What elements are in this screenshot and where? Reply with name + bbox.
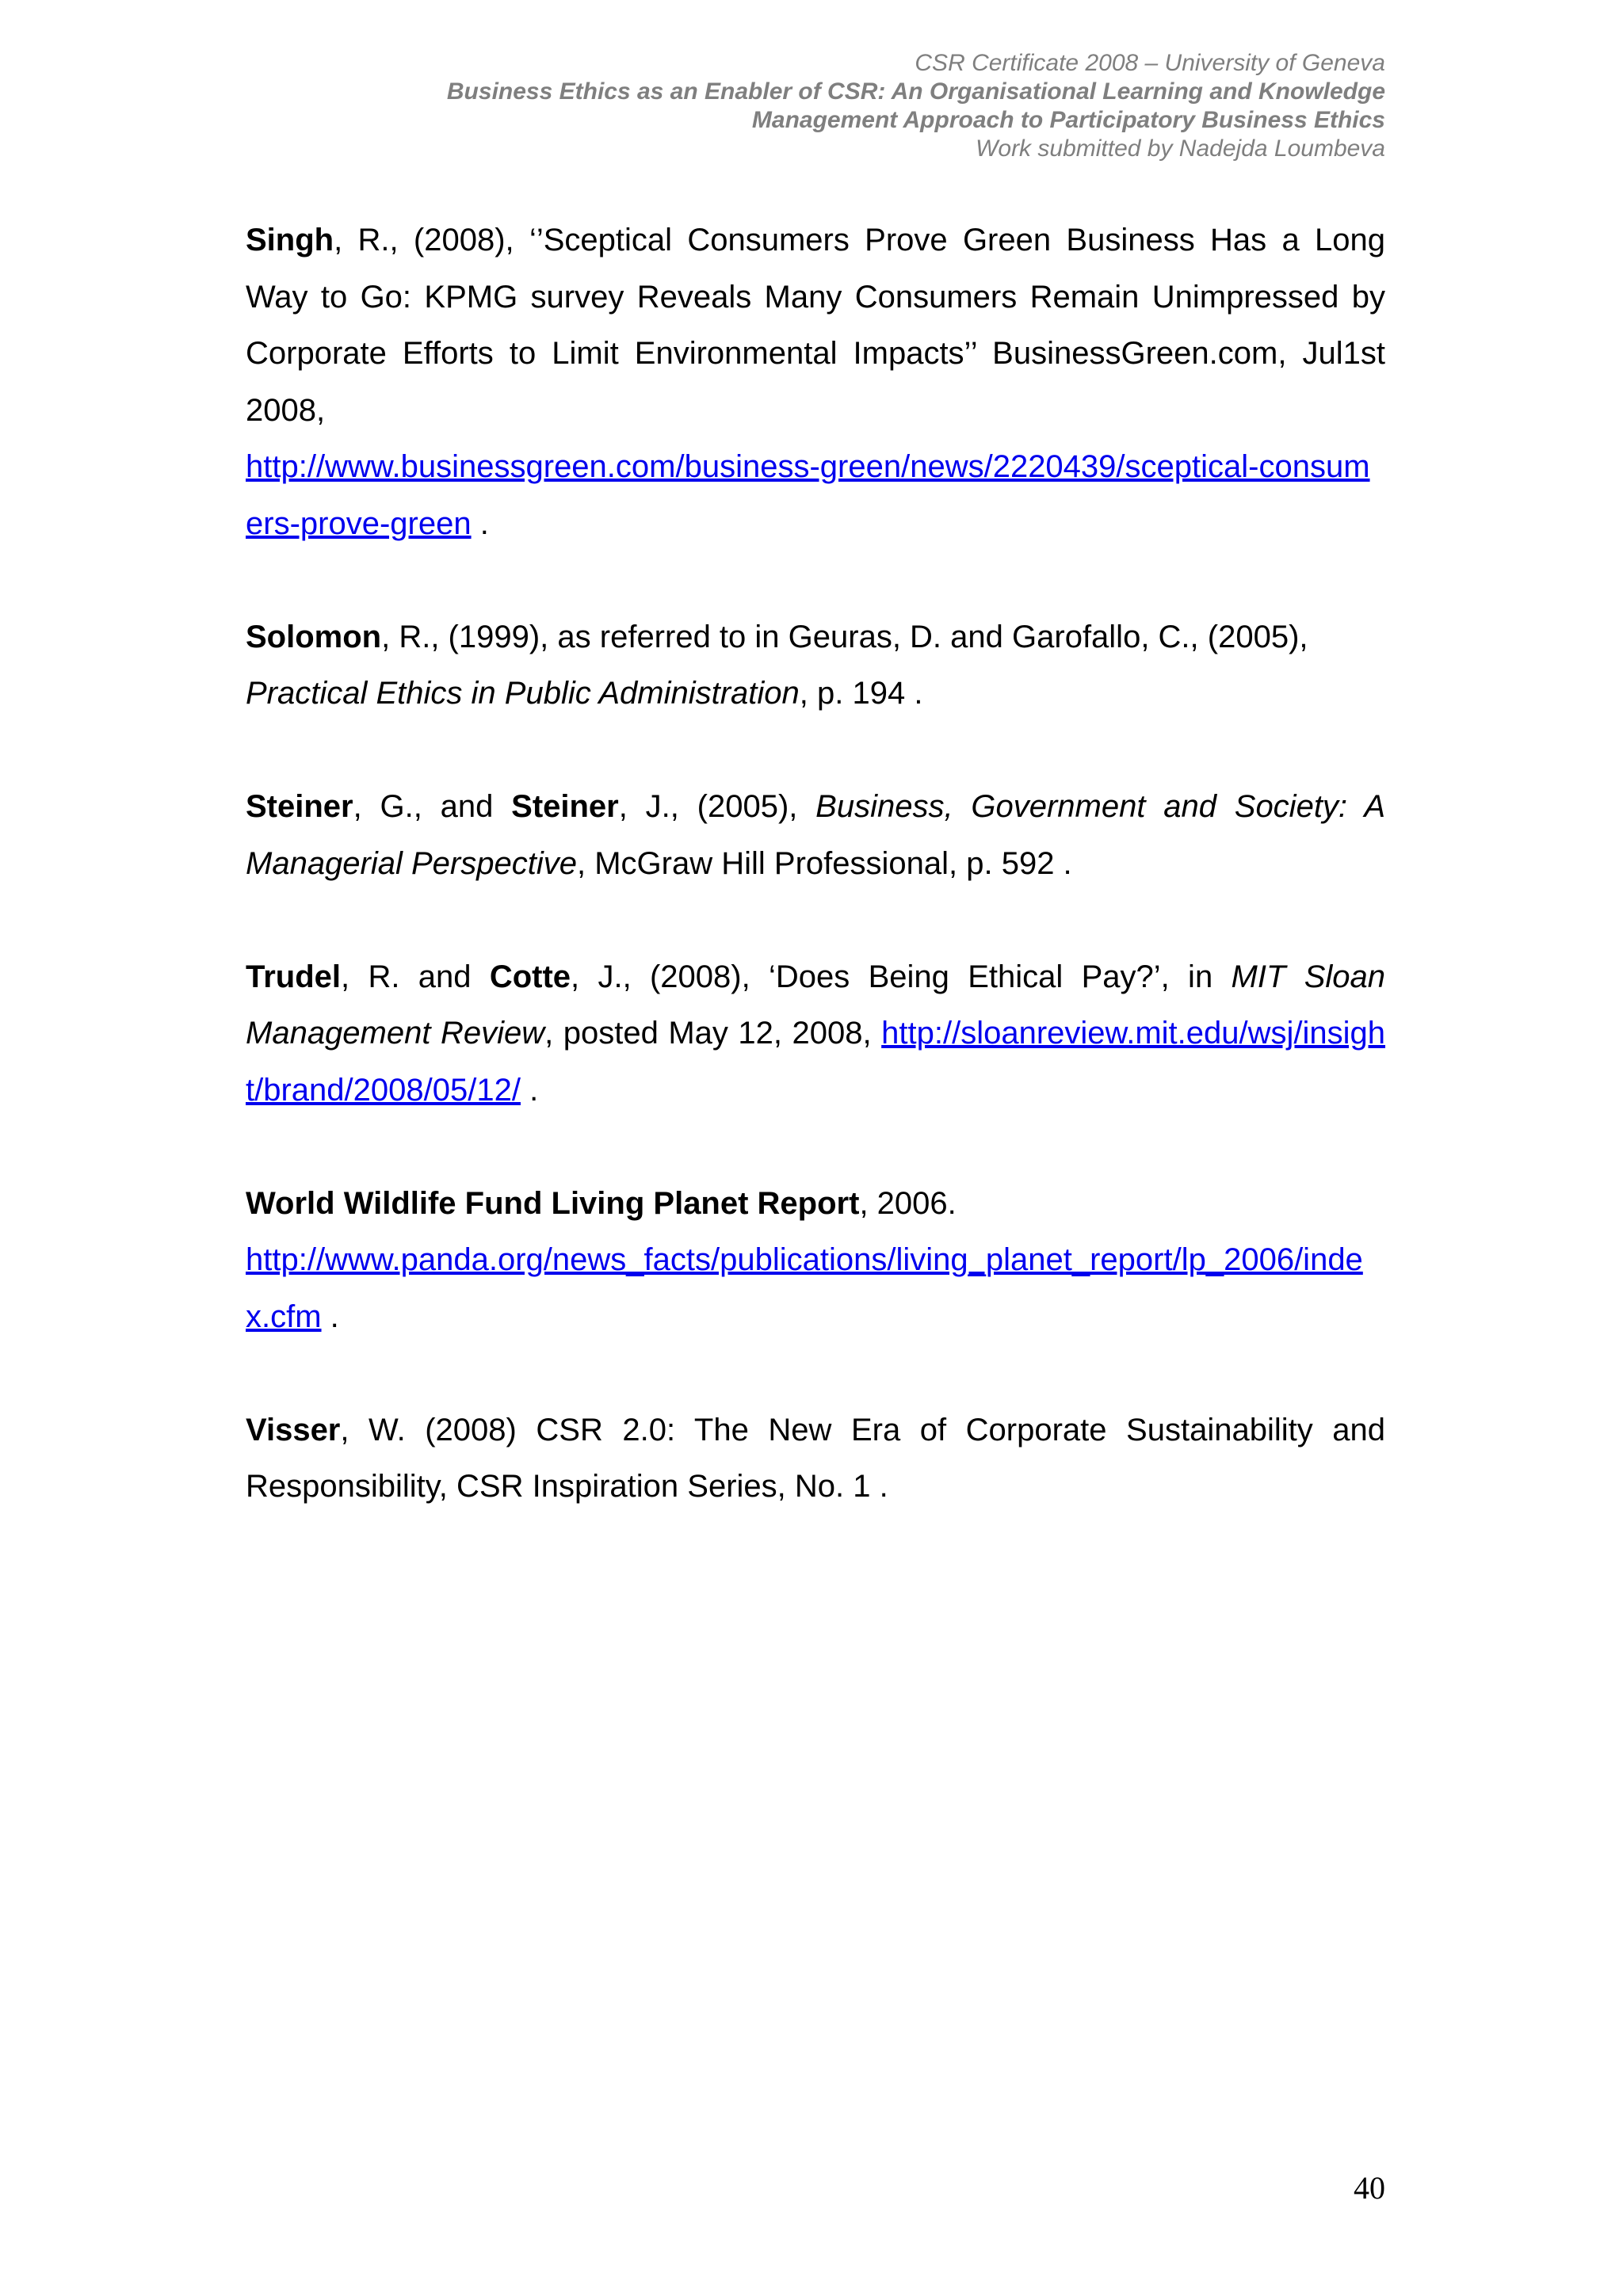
reference-solomon	[246, 609, 1385, 723]
reference-author: Trudel	[246, 959, 342, 994]
reference-text: , R., (2008), ‘’Sceptical Consumers Prove Green Business Has a Long Way to Go: KPMG survey Reveals Many Consumers Remain Unimpressed by Corporate Efforts to Limit Environmental Impacts’’ BusinessGreen.com, Jul1st 2008,	[246, 223, 1385, 428]
reference-tail: .	[520, 1072, 539, 1108]
reference-author: Visser	[246, 1412, 341, 1447]
reference-author: World Wildlife Fund Living Planet Report	[246, 1185, 860, 1221]
header-author: Work submitted by Nadejda Loumbeva	[976, 135, 1385, 162]
header-title-line1: Business Ethics as an Enabler of CSR: An Organisational Learning and Knowledge	[446, 78, 1385, 105]
reference-tail: , p. 194 .	[799, 676, 923, 711]
reference-title: Business, Government and Society: A Managerial Perspective	[246, 789, 1386, 881]
reference-text: , G., and	[353, 789, 512, 824]
reference-link[interactable]: http://www.businessgreen.com/business-green/news/2220439/sceptical-consumers-prove-green	[246, 449, 1370, 541]
reference-author: Cotte	[489, 959, 571, 994]
reference-list	[246, 212, 1385, 1572]
reference-trudel	[246, 949, 1385, 1119]
reference-tail: , McGraw Hill Professional, p. 592 .	[577, 845, 1072, 881]
reference-title: Practical Ethics in Public Administration	[246, 676, 800, 711]
reference-author: Steiner	[246, 789, 353, 824]
reference-wwf	[246, 1176, 1385, 1346]
running-header	[197, 49, 1385, 163]
reference-title: MIT Sloan Management Review	[246, 959, 1385, 1051]
reference-author: Singh	[246, 223, 334, 257]
reference-text: , J., (2008), ‘Does Being Ethical Pay?’, in	[571, 959, 1232, 994]
reference-text: , J., (2005),	[618, 789, 816, 824]
reference-tail: .	[471, 505, 489, 541]
reference-author: Solomon	[246, 619, 382, 654]
reference-text: , 2006.	[859, 1185, 957, 1221]
reference-tail: .	[321, 1299, 339, 1334]
header-title-line2: Management Approach to Participatory Business Ethics	[751, 107, 1385, 133]
reference-link[interactable]: http://www.panda.org/news_facts/publications/living_planet_report/lp_2006/index.cfm	[246, 1242, 1363, 1334]
reference-singh	[246, 212, 1385, 552]
reference-text: , posted May 12, 2008,	[544, 1016, 872, 1051]
reference-author: Steiner	[511, 789, 619, 824]
reference-text: , R. and	[341, 959, 490, 994]
page-number: 40	[1354, 2170, 1385, 2206]
reference-text: , R., (1999), as referred to in Geuras, D. and Garofallo, C., (2005),	[381, 619, 1308, 654]
header-course: CSR Certificate 2008 – University of Geneva	[915, 50, 1385, 76]
reference-visser	[246, 1402, 1385, 1516]
reference-link[interactable]: http://sloanreview.mit.edu/wsj/insight/brand/2008/05/12/	[246, 1016, 1386, 1108]
reference-steiner	[246, 779, 1385, 892]
reference-text: , W. (2008) CSR 2.0: The New Era of Corporate Sustainability and Responsibility, CSR Inspiration Series, No. 1 .	[246, 1412, 1385, 1504]
